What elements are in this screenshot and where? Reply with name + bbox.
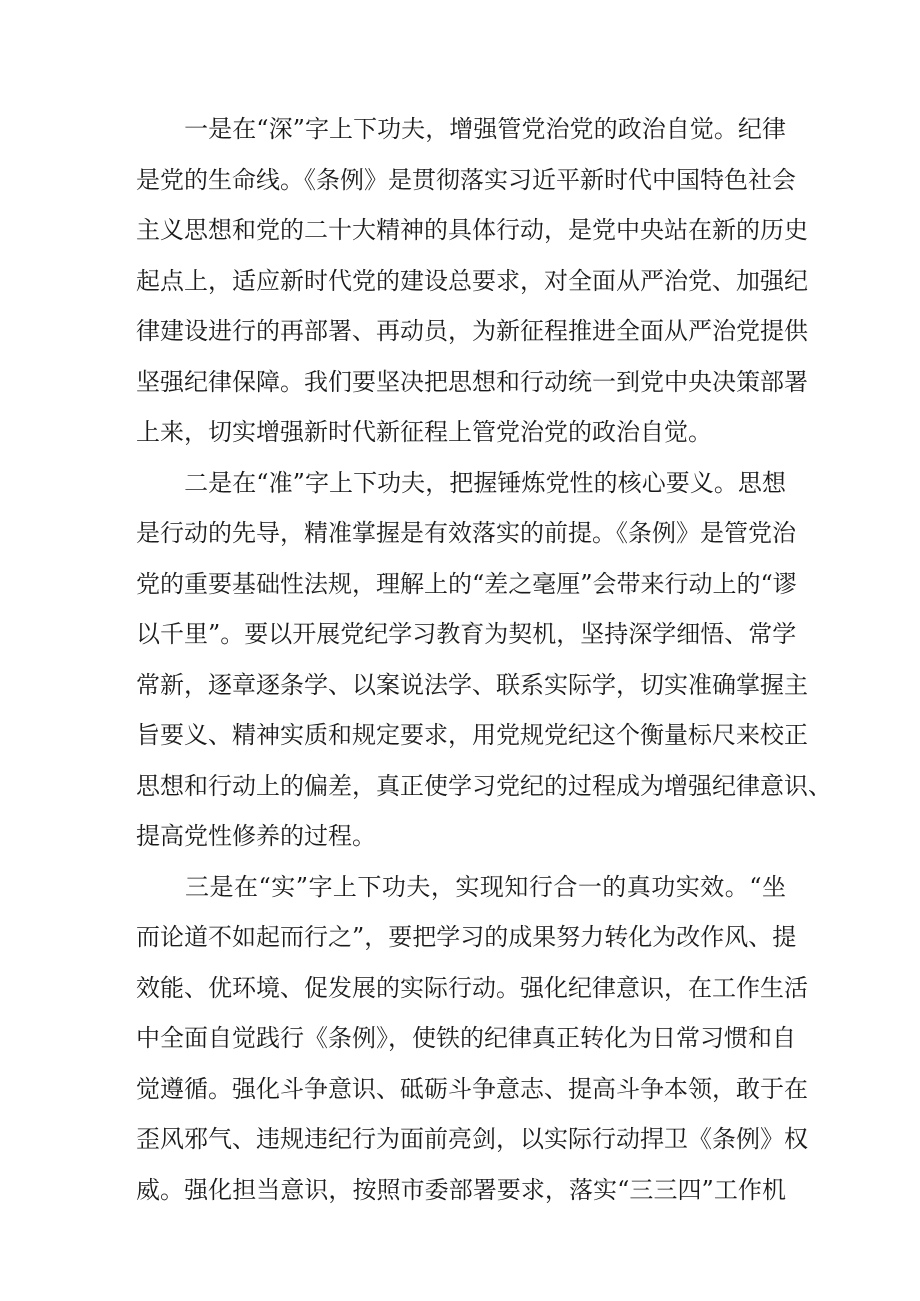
paragraph-3 bbox=[136, 862, 808, 1216]
text-line: 以千里”。要以开展党纪学习教育为契机，坚持深学细悟、常学 bbox=[136, 620, 797, 648]
text-line: 提高党性修养的过程。 bbox=[136, 822, 376, 850]
text-line: 中全面自觉践行《条例》，使铁的纪律真正转化为日常习惯和自 bbox=[136, 1024, 796, 1052]
text-line: 歪风邪气、违规违纪行为面前亮剑，以实际行动捍卫《条例》权 bbox=[136, 1125, 808, 1153]
text-line: 上来，切实增强新时代新征程上管党治党的政治自觉。 bbox=[136, 418, 712, 446]
text-line: 主义思想和党的二十大精神的具体行动，是党中央站在新的历史 bbox=[136, 216, 808, 244]
text-line: 旨要义、精神实质和规定要求，用党规党纪这个衡量标尺来校正 bbox=[136, 721, 808, 749]
text-line: 律建设进行的再部署、再动员，为新征程推进全面从严治党提供 bbox=[136, 317, 808, 345]
text-line: 一是在“深”字上下功夫，增强管党治党的政治自觉。纪律 bbox=[136, 115, 786, 143]
text-line: 觉遵循。强化斗争意识、砥砺斗争意志、提高斗争本领，敢于在 bbox=[136, 1074, 808, 1103]
text-line: 常新，逐章逐条学、以案说法学、联系实际学，切实准确掌握主 bbox=[136, 670, 808, 699]
text-line: 起点上，适应新时代党的建设总要求，对全面从严治党、加强纪 bbox=[136, 266, 808, 295]
paragraph-1 bbox=[136, 104, 808, 458]
text-line: 威。强化担当意识，按照市委部署要求，落实“三三四”工作机 bbox=[136, 1175, 786, 1204]
text-line: 而论道不如起而行之”，要把学习的成果努力转化为改作风、提 bbox=[136, 923, 797, 951]
text-line: 效能、优环境、促发展的实际行动。强化纪律意识，在工作生活 bbox=[136, 973, 808, 1002]
text-line: 二是在“准”字上下功夫，把握锤炼党性的核心要义。思想 bbox=[136, 468, 786, 497]
text-line: 坚强纪律保障。我们要坚决把思想和行动统一到党中央决策部署 bbox=[136, 367, 808, 396]
text-line: 思想和行动上的偏差，真正使学习党纪的过程成为增强纪律意识、 bbox=[136, 771, 832, 800]
document-body bbox=[136, 104, 832, 1215]
text-line: 党的重要基础性法规，理解上的“差之毫厘”会带来行动上的“谬 bbox=[136, 569, 797, 598]
text-line: 三是在“实”字上下功夫，实现知行合一的真功实效。“坐 bbox=[136, 872, 786, 901]
paragraph-2 bbox=[136, 458, 832, 862]
text-line: 是行动的先导，精准掌握是有效落实的前提。《条例》是管党治 bbox=[136, 519, 796, 547]
text-line: 是党的生命线。《条例》是贯彻落实习近平新时代中国特色社会 bbox=[136, 165, 796, 194]
